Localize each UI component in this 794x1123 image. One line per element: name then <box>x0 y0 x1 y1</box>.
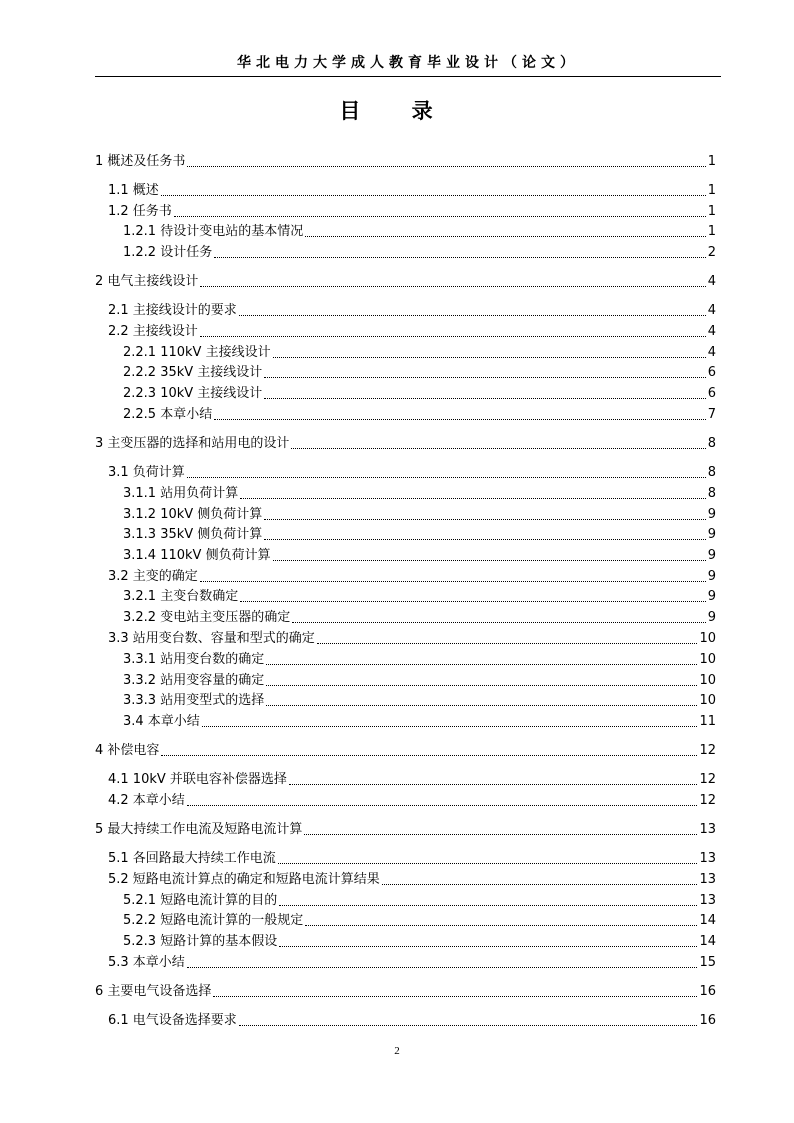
dot-leader <box>305 235 706 237</box>
toc-entry[interactable] <box>95 432 716 452</box>
toc-entry[interactable] <box>108 565 716 585</box>
toc-entry-page: 15 <box>699 955 716 970</box>
toc-entry-page: 4 <box>707 324 716 339</box>
dot-leader <box>161 754 697 756</box>
toc-entry-title: 5.1 各回路最大持续工作电流 <box>108 851 276 866</box>
toc-entry-title: 2.1 主接线设计的要求 <box>108 303 237 318</box>
toc-entry[interactable] <box>108 461 716 481</box>
toc-entry-title: 2.2.1 110kV 主接线设计 <box>123 345 271 360</box>
toc-entry[interactable] <box>123 523 716 543</box>
toc-entry-title: 4.2 本章小结 <box>108 793 185 808</box>
toc-entry-title: 3.3.3 站用变型式的选择 <box>123 693 265 708</box>
toc-entry-title: 3.3.2 站用变容量的确定 <box>123 673 265 688</box>
toc-entry[interactable] <box>123 930 716 950</box>
toc-entry-title: 3.1.1 站用负荷计算 <box>123 486 239 501</box>
toc-entry-title: 1.2.2 设计任务 <box>123 245 213 260</box>
toc-entry-page: 14 <box>699 913 716 928</box>
toc-entry-title: 5.3 本章小结 <box>108 955 185 970</box>
toc-entry-page: 16 <box>699 1013 716 1028</box>
toc-entry[interactable] <box>123 585 716 605</box>
toc-entry[interactable] <box>95 270 716 290</box>
toc-entry-page: 1 <box>707 183 716 198</box>
toc-entry-page: 9 <box>707 507 716 522</box>
toc-entry-page: 6 <box>707 386 716 401</box>
toc-entry[interactable] <box>108 789 716 809</box>
toc-entry-page: 4 <box>707 345 716 360</box>
dot-leader <box>264 538 705 540</box>
toc-entry[interactable] <box>123 341 716 361</box>
dot-leader <box>305 924 697 926</box>
dot-leader <box>200 580 706 582</box>
dot-leader <box>292 621 706 623</box>
dot-leader <box>200 285 705 287</box>
dot-leader <box>187 804 698 806</box>
toc-entry[interactable] <box>123 648 716 668</box>
toc-entry[interactable] <box>108 179 716 199</box>
toc-entry-page: 8 <box>707 465 716 480</box>
page-number: 2 <box>394 1045 400 1057</box>
toc-entry[interactable] <box>95 818 716 838</box>
dot-leader <box>202 725 698 727</box>
dot-leader <box>304 833 697 835</box>
toc-entry-title: 4.1 10kV 并联电容补偿器选择 <box>108 772 287 787</box>
dot-leader <box>240 600 706 602</box>
dot-leader <box>279 904 697 906</box>
toc-entry[interactable] <box>123 361 716 381</box>
dot-leader <box>317 642 698 644</box>
dot-leader <box>264 397 705 399</box>
toc-entry-page: 1 <box>707 204 716 219</box>
toc-entry-page: 16 <box>699 984 716 999</box>
dot-leader <box>273 356 706 358</box>
toc-entry-page: 6 <box>707 365 716 380</box>
dot-leader <box>239 314 706 316</box>
dot-leader <box>382 883 698 885</box>
dot-leader <box>161 194 706 196</box>
toc-entry-page: 9 <box>707 548 716 563</box>
dot-leader <box>187 165 705 167</box>
dot-leader <box>264 518 705 520</box>
toc-entry-page: 9 <box>707 610 716 625</box>
toc-entry[interactable] <box>123 710 716 730</box>
toc-entry-title: 3.2.1 主变台数确定 <box>123 589 239 604</box>
dot-leader <box>273 559 706 561</box>
toc-entry-title: 3 主变压器的选择和站用电的设计 <box>95 436 290 451</box>
toc-entry-title: 1.2.1 待设计变电站的基本情况 <box>123 224 304 239</box>
toc-entry[interactable] <box>123 241 716 261</box>
toc-entry-title: 3.1.4 110kV 侧负荷计算 <box>123 548 271 563</box>
toc-entry-title: 3.2 主变的确定 <box>108 569 198 584</box>
toc-entry-title: 3.4 本章小结 <box>123 714 200 729</box>
toc-entry[interactable] <box>108 951 716 971</box>
toc-entry[interactable] <box>108 627 716 647</box>
toc-entry[interactable] <box>123 544 716 564</box>
toc-entry[interactable] <box>95 150 716 170</box>
toc-entry[interactable] <box>108 200 716 220</box>
dot-leader <box>291 447 705 449</box>
toc-entry-page: 4 <box>707 274 716 289</box>
toc-entry-page: 9 <box>707 527 716 542</box>
dot-leader <box>213 995 697 997</box>
toc-entry-title: 6 主要电气设备选择 <box>95 984 212 999</box>
toc-entry[interactable] <box>108 1009 716 1029</box>
toc-entry-title: 2.2.5 本章小结 <box>123 407 213 422</box>
dot-leader <box>266 704 697 706</box>
toc-entry-title: 5.2.3 短路计算的基本假设 <box>123 934 278 949</box>
toc-entry-title: 5.2.2 短路电流计算的一般规定 <box>123 913 304 928</box>
toc-entry-page: 4 <box>707 303 716 318</box>
toc-entry-page: 11 <box>699 714 716 729</box>
toc-entry-title: 3.3.1 站用变台数的确定 <box>123 652 265 667</box>
toc-entry[interactable] <box>108 768 716 788</box>
toc-entry[interactable] <box>123 606 716 626</box>
dot-leader <box>266 663 697 665</box>
dot-leader <box>266 684 697 686</box>
toc-entry-title: 6.1 电气设备选择要求 <box>108 1013 237 1028</box>
toc-entry-title: 5.2.1 短路电流计算的目的 <box>123 893 278 908</box>
toc-entry-page: 1 <box>707 154 716 169</box>
toc-entry[interactable] <box>108 868 716 888</box>
toc-entry-title: 1 概述及任务书 <box>95 154 186 169</box>
dot-leader <box>187 476 706 478</box>
dot-leader <box>214 418 706 420</box>
toc-entry-title: 3.1.3 35kV 侧负荷计算 <box>123 527 263 542</box>
toc-entry-title: 3.1 负荷计算 <box>108 465 185 480</box>
dot-leader <box>278 862 698 864</box>
toc-entry[interactable] <box>123 382 716 402</box>
toc-entry-page: 9 <box>707 589 716 604</box>
toc-entry[interactable] <box>123 503 716 523</box>
toc-entry[interactable] <box>108 320 716 340</box>
toc-entry-title: 1.2 任务书 <box>108 204 172 219</box>
toc-entry[interactable] <box>95 980 716 1000</box>
toc-entry-title: 2.2.3 10kV 主接线设计 <box>123 386 263 401</box>
toc-entry[interactable] <box>123 669 716 689</box>
toc-entry-page: 10 <box>699 673 716 688</box>
toc-entry[interactable] <box>95 739 716 759</box>
dot-leader <box>289 783 698 785</box>
toc-entry-page: 10 <box>699 652 716 667</box>
dot-leader <box>214 256 706 258</box>
dot-leader <box>174 215 706 217</box>
toc-entry-page: 9 <box>707 569 716 584</box>
toc-entry-title: 3.1.2 10kV 侧负荷计算 <box>123 507 263 522</box>
toc-entry-page: 13 <box>699 893 716 908</box>
toc-entry-page: 13 <box>699 822 716 837</box>
toc-entry-title: 5.2 短路电流计算点的确定和短路电流计算结果 <box>108 872 380 887</box>
toc-entry[interactable] <box>123 403 716 423</box>
dot-leader <box>240 497 706 499</box>
toc-entry-title: 3.3 站用变台数、容量和型式的确定 <box>108 631 315 646</box>
toc-entry-page: 1 <box>707 224 716 239</box>
toc-entry-title: 2 电气主接线设计 <box>95 274 199 289</box>
toc-entry-page: 12 <box>699 772 716 787</box>
toc-entry-page: 7 <box>707 407 716 422</box>
toc-entry-page: 14 <box>699 934 716 949</box>
toc-entry[interactable] <box>123 689 716 709</box>
toc-entry[interactable] <box>123 482 716 502</box>
toc-entry-page: 10 <box>699 631 716 646</box>
toc-entry-title: 1.1 概述 <box>108 183 159 198</box>
toc-entry-page: 2 <box>707 245 716 260</box>
running-header: 华北电力大学成人教育毕业设计（论文） <box>237 55 579 71</box>
toc-entry-title: 2.2.2 35kV 主接线设计 <box>123 365 263 380</box>
toc-entry-title: 3.2.2 变电站主变压器的确定 <box>123 610 291 625</box>
toc-entry[interactable] <box>123 909 716 929</box>
toc-entry-page: 8 <box>707 486 716 501</box>
dot-leader <box>200 335 706 337</box>
toc-entry[interactable] <box>123 889 716 909</box>
dot-leader <box>264 376 705 378</box>
toc-entry-title: 2.2 主接线设计 <box>108 324 198 339</box>
toc-entry-title: 5 最大持续工作电流及短路电流计算 <box>95 822 303 837</box>
toc-entry-page: 13 <box>699 872 716 887</box>
toc-entry[interactable] <box>123 220 716 240</box>
dot-leader <box>239 1024 698 1026</box>
dot-leader <box>279 945 697 947</box>
toc-entry-page: 13 <box>699 851 716 866</box>
dot-leader <box>187 966 698 968</box>
toc-entry-page: 12 <box>699 743 716 758</box>
toc-entry-page: 10 <box>699 693 716 708</box>
toc-entry[interactable] <box>108 299 716 319</box>
toc-entry-page: 8 <box>707 436 716 451</box>
toc-entry-page: 12 <box>699 793 716 808</box>
page-title: 目 录 <box>339 99 455 123</box>
toc-entry[interactable] <box>108 847 716 867</box>
toc-entry-title: 4 补偿电容 <box>95 743 160 758</box>
